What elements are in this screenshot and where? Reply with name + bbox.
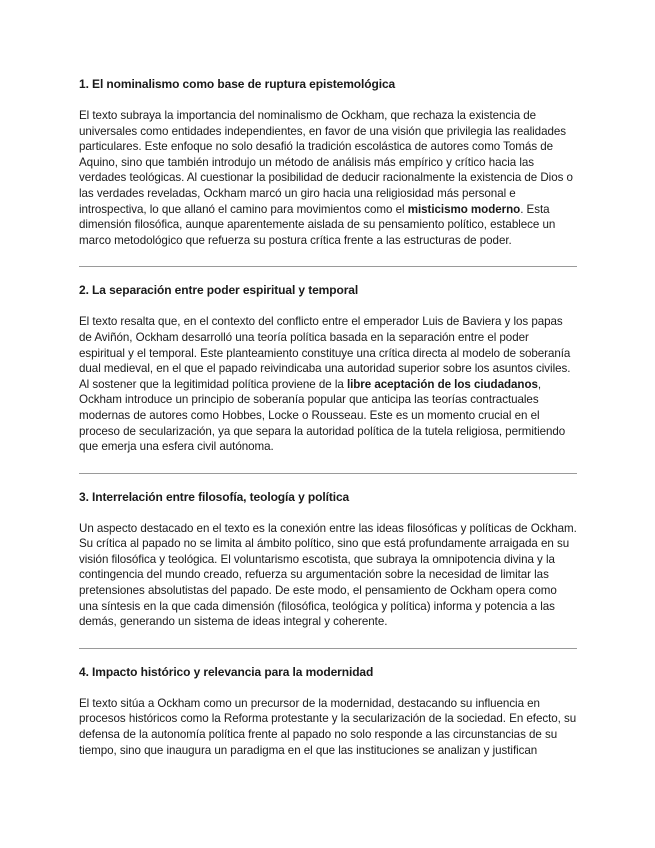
paragraph-text: El texto subraya la importancia del nominalismo de Ockham, que rechaza la existencia de universales como entidades independientes, en favor de una visión que privilegia las realidades particulares. Este enfoque no solo desafió la tradición escolástica de autores como Tomás de Aquino, sino que también introdujo un método de análisis más empírico y crítico hacia las verdades teológicas. Al cuestionar la posibilidad de deducir racionalmente la existencia de Dios o las verdades reveladas, Ockham marcó un giro hacia una religiosidad más personal e introspectiva, lo que allanó el camino para movimientos como el [79,109,573,216]
section-1 [79,76,577,248]
emphasized-text: libre aceptación de los ciudadanos [346,377,538,391]
section-paragraph [79,521,577,630]
section-2 [79,282,577,454]
paragraph-text: El texto resalta que, en el contexto del conflicto entre el emperador Luis de Baviera y los papas de Aviñón, Ockham desarrolló una teoría política basada en la separación entre el poder espiritual y el temporal. Este planteamiento constituye una crítica directa al modelo de soberanía dual medieval, en el que el papado reivindicaba una autoridad superior sobre los asuntos civiles. Al sostener que la legitimidad política proviene de la [79,315,571,391]
section-divider [79,266,577,267]
section-4 [79,664,577,758]
paragraph-text: . Esta dimensión filosófica, aunque aparentemente aislada de su pensamiento político, establece un marco metodológico que refuerza su postura crítica frente a las estructuras de poder. [79,202,556,247]
section-paragraph [79,696,577,758]
section-paragraph [79,108,577,248]
section-heading: 3. Interrelación entre filosofía, teología y política [79,489,350,504]
paragraph-text: , Ockham introduce un principio de soberanía popular que anticipa las teorías contractuales modernas de autores como Hobbes, Locke o Rousseau. Este es un momento crucial en el proceso de secularización, ya que separa la autoridad política de la tutela religiosa, permitiendo que emerja una esfera civil autónoma. [79,377,566,454]
section-paragraph [79,314,577,454]
section-divider [79,473,577,474]
emphasized-text: misticismo moderno [407,202,521,216]
section-heading: 4. Impacto histórico y relevancia para la modernidad [79,664,374,679]
section-heading: 1. El nominalismo como base de ruptura epistemológica [79,77,396,91]
paragraph-text: El texto sitúa a Ockham como un precursor de la modernidad, destacando su influencia en procesos históricos como la Reforma protestante y la secularización de la sociedad. En efecto, su defensa de la autonomía política frente al papado no solo responde a las circunstancias de su tiempo, sino que inaugura un paradigma en el que las instituciones se analizan y justifican [79,696,577,757]
section-divider [79,648,577,649]
section-heading: 2. La separación entre poder espiritual y temporal [79,283,359,298]
paragraph-text: Un aspecto destacado en el texto es la conexión entre las ideas filosóficas y políticas de Ockham. Su crítica al papado no se limita al ámbito político, sino que está profundamente arraigada en su visión filosófica y teológica. El voluntarismo escotista, que subraya la omnipotencia divina y la contingencia del mundo creado, refuerza su argumentación sobre la necesidad de limitar las pretensiones absolutistas del papado. De este modo, el pensamiento de Ockham opera como una síntesis en la que cada dimensión (filosófica, teológica y política) informa y potencia a las demás, generando un sistema de ideas integral y coherente. [79,521,577,629]
section-3 [79,489,577,630]
